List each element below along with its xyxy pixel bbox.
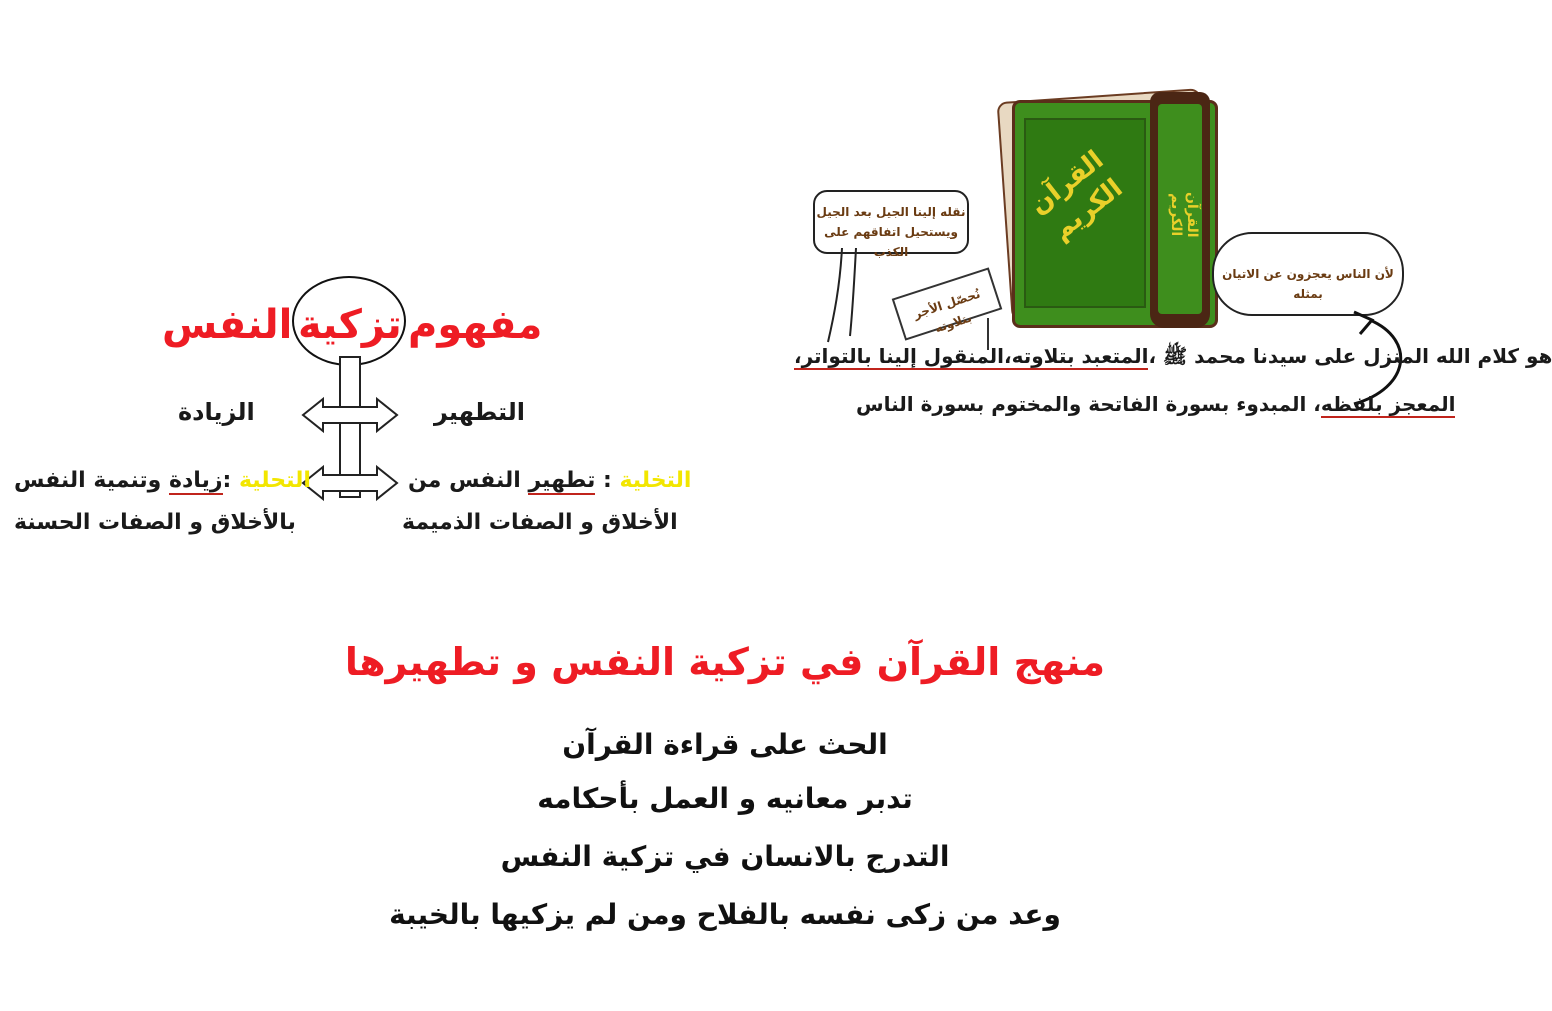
tahliya-key-word: زيادة [169, 468, 223, 493]
method-item-1: الحث على قراءة القرآن [562, 728, 888, 761]
spine-calligraphy: القرآن الكريم [1168, 192, 1200, 238]
tahliya-definition [14, 468, 311, 493]
def-line1-part-c: ،المنقول إلينا بالتواتر، [794, 344, 1012, 368]
bubble-transmission-line1: نقله إلينا الجيل بعد الجيل [816, 205, 966, 219]
bubble-transmission-line2: ويستحيل اتفاقهم على الكذب [824, 225, 958, 259]
increase-label: الزيادة [178, 398, 255, 426]
def-line1-part-b: المتعبد بتلاوته [1011, 344, 1149, 368]
method-title: منهج القرآن في تزكية النفس و تطهيرها [344, 640, 1106, 684]
quran-definition-line2 [856, 392, 1455, 416]
tahliya-sep: : [222, 468, 239, 493]
tahliya-rest: وتنمية النفس [14, 468, 170, 493]
double-arrows-diagram [295, 355, 405, 505]
concept-title-word3: النفس [162, 302, 293, 348]
method-item-4: وعد من زكى نفسه بالفلاح ومن لم يزكيها بالخيبة [389, 898, 1061, 931]
takhliya-line2: الأخلاق و الصفات الذميمة [402, 510, 678, 535]
def-line2-part-b: ، المبدوء بسورة الفاتحة والمختوم بسورة الناس [856, 392, 1321, 416]
takhliya-definition [408, 468, 691, 493]
speech-bubble-transmission [813, 190, 969, 259]
takhliya-rest: النفس من [408, 468, 529, 493]
takhliya-sep: : [595, 468, 620, 493]
reward-sign-text: نُحصّل الأجر بتلاوته [912, 286, 982, 336]
method-item-3: التدرج بالانسان في تزكية النفس [500, 840, 950, 873]
method-item-2: تدبر معانيه و العمل بأحكامه [537, 782, 913, 815]
def-line2-part-a: المعجز بلفظه [1320, 392, 1456, 416]
def-line1-part-a: هو كلام الله المنزل على سيدنا محمد ﷺ ، [1148, 344, 1552, 368]
purification-label: التطهير [434, 398, 525, 426]
quran-definition-line1 [794, 344, 1552, 373]
takhliya-term: التخلية [619, 468, 692, 493]
bubble-inimitability-text: لأن الناس يعجزون عن الاتيان بمثله [1222, 267, 1394, 301]
concept-title-word1: مفهوم [408, 302, 543, 348]
tahliya-term: التحلية [238, 468, 311, 493]
cover-calligraphy: القرآن الكريم [1024, 145, 1129, 247]
bubble-tail [822, 246, 862, 346]
concept-title [150, 300, 550, 360]
tahliya-line2: بالأخلاق و الصفات الحسنة [14, 510, 296, 535]
concept-title-word2: تزكية [298, 302, 402, 348]
takhliya-key-word: تطهير [528, 468, 596, 493]
